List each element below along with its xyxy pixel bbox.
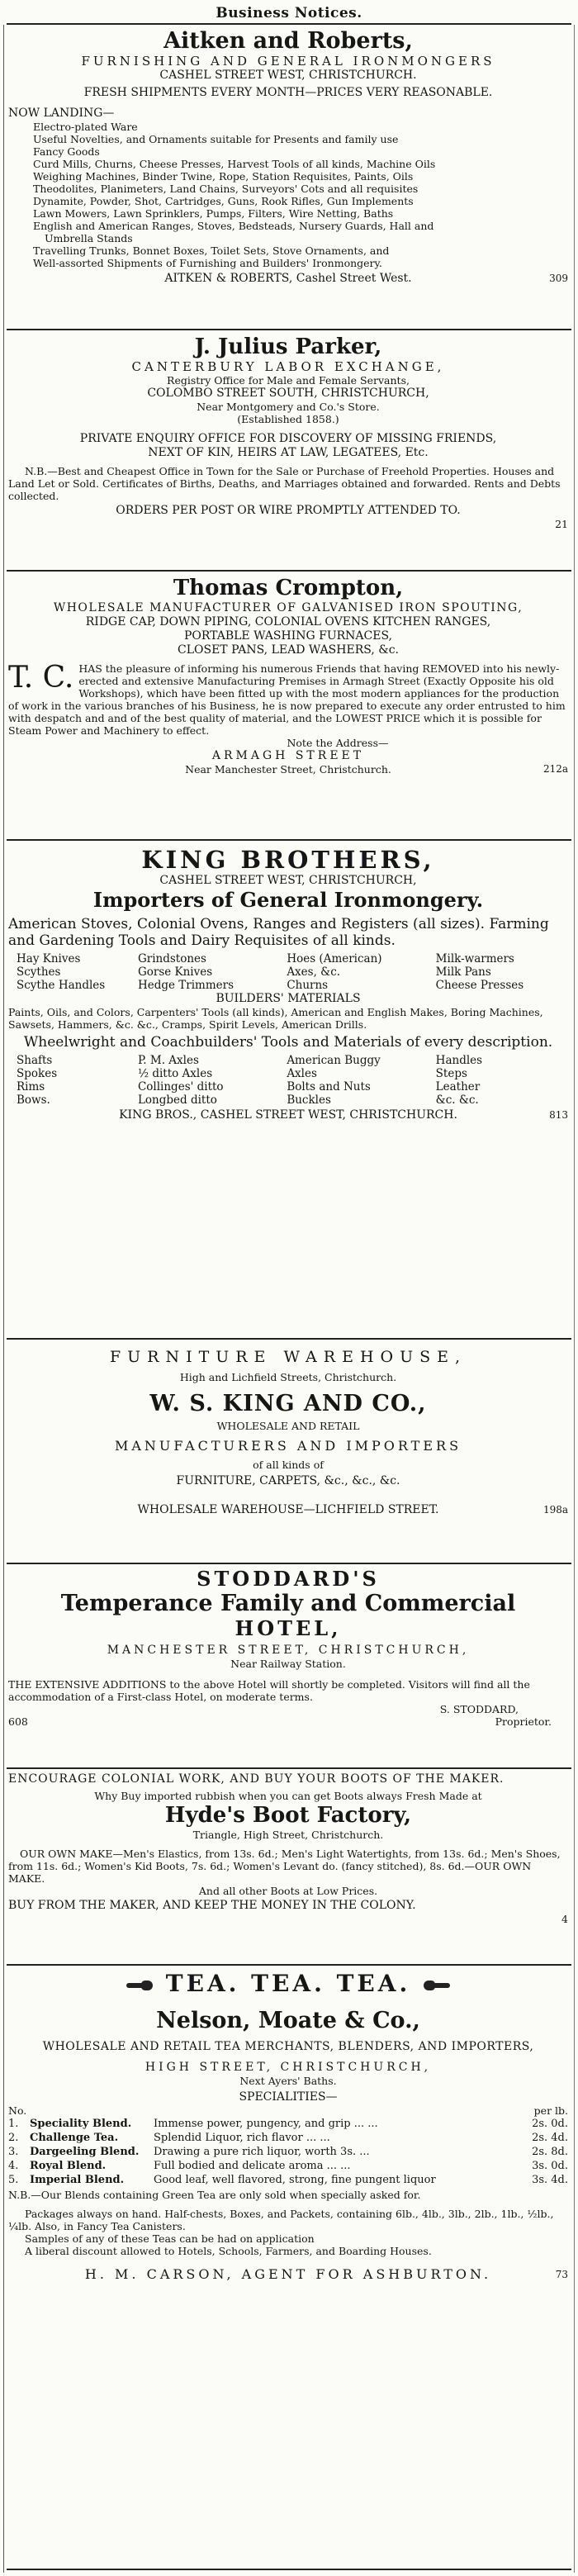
spec-cell: Splendid Liquor, rich flavor ... ... <box>154 2132 330 2144</box>
ad-line: ENCOURAGE COLONIAL WORK, AND BUY YOUR BOOTS OF THE MAKER. <box>8 1772 505 1786</box>
product-grid <box>8 952 568 992</box>
list-item: Fancy Goods <box>33 145 100 158</box>
spec-cell: 2s. 8d. <box>532 2146 568 2158</box>
list-item: Dynamite, Powder, Shot, Cartridges, Guns, Rook Rifles, Gun Implements <box>33 195 414 207</box>
spec-cell: 2s. 0d. <box>532 2118 568 2130</box>
ad-thomas-crompton <box>8 575 568 776</box>
ad-aitken-roberts <box>8 28 568 286</box>
grid-cell: Axles <box>287 1067 317 1080</box>
list-item: Useful Novelties, and Ornaments suitable for Presents and family use <box>33 133 399 145</box>
grid-cell: Leather <box>435 1080 481 1093</box>
ad-title: J. Julius Parker, <box>194 334 382 359</box>
grid-cell: Churns <box>287 979 329 992</box>
ad-footer-text: ORDERS PER POST OR WIRE PROMPTLY ATTENDED TO. <box>116 504 461 517</box>
ad-number: 198a <box>542 1504 568 1516</box>
ad-king-brothers <box>8 846 568 1122</box>
ad-number: 608 <box>8 1715 28 1728</box>
ad-number: 309 <box>549 273 568 284</box>
grid-cell: Bolts and Nuts <box>287 1080 371 1093</box>
ad-body: Paints, Oils, and Colors, Carpenters' Tools (all kinds), American and English Makes, Boring Machines, Sawsets, Hammers, &c. &c., Cramps, Spirit Levels, American Drills. <box>8 1006 543 1031</box>
grid-cell: Grindstones <box>137 952 206 965</box>
ad-banner-text: TEA. TEA. TEA. <box>165 1970 411 1997</box>
ad-title: KING BROTHERS, <box>141 846 435 874</box>
list-item: Weighing Machines, Binder Twine, Rope, Station Requisites, Paints, Oils <box>33 170 414 183</box>
ad-line: Triangle, High Street, Christchurch. <box>192 1829 384 1841</box>
grid-cell: Hay Knives <box>17 952 81 965</box>
spec-cell: Full bodied and delicate aroma ... ... <box>154 2160 351 2172</box>
ad-line: Near Montgomery and Co.'s Store. <box>197 401 380 413</box>
grid-cell: Scythe Handles <box>17 979 106 992</box>
ad-item-list <box>8 121 568 269</box>
spec-header-no: No. <box>8 2104 27 2117</box>
ad-number: 4 <box>561 1913 568 1925</box>
masthead: Business Notices. <box>216 5 362 21</box>
ad-line: HIGH STREET, CHRISTCHURCH, <box>144 2061 432 2074</box>
list-item: Umbrella Stands <box>45 232 133 244</box>
separator-rule <box>7 329 571 330</box>
ad-line: SPECIALITIES— <box>239 2090 338 2104</box>
ad-hyde-boot-factory <box>8 1772 568 1925</box>
ad-line: CANTERBURY LABOR EXCHANGE, <box>131 359 445 374</box>
ad-line: High and Lichfield Streets, Christchurch. <box>179 1371 397 1383</box>
ad-stoddard-hotel <box>8 1568 568 1729</box>
ad-line: MANCHESTER STREET, CHRISTCHURCH, <box>107 1644 470 1657</box>
grid-cell: &c. &c. <box>435 1093 479 1107</box>
grid-cell: Milk Pans <box>435 965 491 979</box>
spec-cell: 4. <box>8 2160 19 2172</box>
ad-footer <box>8 763 568 776</box>
ad-footer <box>8 2265 568 2284</box>
right-column-rule <box>574 25 575 2573</box>
grid-cell: American Buggy <box>287 1054 381 1067</box>
ad-line: RIDGE CAP, DOWN PIPING, COLONIAL OVENS KITCHEN RANGES, <box>85 615 491 629</box>
ad-line: ARMAGH STREET <box>211 749 365 762</box>
grid-cell: Axes, &c. <box>287 965 341 979</box>
spec-cell: 3. <box>8 2146 19 2158</box>
ad-footer-text: BUY FROM THE MAKER, AND KEEP THE MONEY IN THE COLONY. <box>8 1899 416 1912</box>
ad-title: Aitken and Roberts, <box>163 28 413 54</box>
spec-header <box>8 2104 568 2117</box>
left-column-rule <box>3 25 4 2573</box>
list-item: Electro-plated Ware <box>33 121 138 133</box>
drop-initials: T. C. <box>8 661 74 695</box>
ad-body: OUR OWN MAKE—Men's Elastics, from 13s. 6d.; Men's Light Watertights, from 13s. 6d.; Men's Shoes, from 11s. 6d.; Women's Kid Boots, 7s. 6d.; Women's Levant do. (fancy stitched), 8s. 6d.—OUR OWN MAKE. <box>8 1848 561 1885</box>
ad-footer-text: WHOLESALE WAREHOUSE—LICHFIELD STREET. <box>137 1503 439 1516</box>
separator-rule <box>7 2569 571 2570</box>
separator-rule <box>7 1964 571 1966</box>
ad-title: Nelson, Moate & Co., <box>156 2008 420 2033</box>
list-item: English and American Ranges, Stoves, Bedsteads, Nursery Guards, Hall and <box>33 220 434 232</box>
spec-cell: 3s. 4d. <box>532 2174 568 2186</box>
ad-line: CLOSET PANS, LEAD WASHERS, &c. <box>178 643 399 657</box>
ad-line: FURNITURE WAREHOUSE, <box>109 1348 467 1366</box>
grid-cell: Bows. <box>17 1093 50 1107</box>
ad-line: FURNISHING AND GENERAL IRONMONGERS <box>81 54 495 69</box>
spec-cell: Challenge Tea. <box>30 2132 119 2144</box>
ad-body: N.B.—Best and Cheapest Office in Town for the Sale or Purchase of Freehold Properties. Houses and Land Let or Sold. Certificates of Births, Deaths, and Marriages obtained and forwarded. Rents and Debts collected. <box>8 465 561 502</box>
ad-footer <box>8 1503 568 1517</box>
ad-footer-text: KING BROS., CASHEL STREET WEST, CHRISTCHURCH. <box>119 1108 457 1122</box>
ad-title: Temperance Family and Commercial <box>60 1591 516 1616</box>
ad-number: 813 <box>549 1109 568 1121</box>
grid-cell: Shafts <box>17 1054 53 1067</box>
ad-line: FURNITURE, CARPETS, &c., &c., &c. <box>176 1474 400 1487</box>
grid-cell: Longbed ditto <box>137 1093 217 1107</box>
ad-line: Registry Office for Male and Female Servants, <box>167 374 410 387</box>
product-grid <box>8 1054 568 1107</box>
separator-rule <box>7 23 571 25</box>
spec-cell: Immense power, pungency, and grip ... ... <box>154 2118 378 2130</box>
spec-cell: 1. <box>8 2118 19 2130</box>
ad-body: THE EXTENSIVE ADDITIONS to the above Hotel will shortly be completed. Visitors will find all the accommodation of a First-class Hotel, on moderate terms. <box>8 1678 530 1703</box>
ad-line: WHOLESALE AND RETAIL <box>216 1420 360 1432</box>
separator-rule <box>7 570 571 572</box>
list-item: Theodolites, Planimeters, Land Chains, Surveyors' Cots and all requisites <box>33 183 419 195</box>
grid-cell: Cheese Presses <box>435 979 524 992</box>
ad-line: COLOMBO STREET SOUTH, CHRISTCHURCH, <box>147 387 429 400</box>
list-item: Lawn Mowers, Lawn Sprinklers, Pumps, Filters, Wire Netting, Baths <box>33 207 394 220</box>
pointing-hand-icon <box>126 1980 154 1991</box>
ad-line: CASHEL STREET WEST, CHRISTCHURCH. <box>159 69 417 82</box>
ad-number: 21 <box>555 518 568 530</box>
grid-cell: Handles <box>435 1054 483 1067</box>
ad-line: HOTEL, <box>235 1616 342 1640</box>
spec-cell: 3s. 0d. <box>532 2160 568 2172</box>
ad-line: BUILDERS' MATERIALS <box>216 992 361 1005</box>
ad-footer <box>8 504 568 518</box>
ad-line: Near Railway Station. <box>230 1658 346 1670</box>
ad-line: MANUFACTURERS AND IMPORTERS <box>114 1438 462 1454</box>
ad-footer-text: AITKEN & ROBERTS, Cashel Street West. <box>164 272 412 285</box>
ad-line: WHOLESALE AND RETAIL TEA MERCHANTS, BLENDERS, AND IMPORTERS, <box>42 2040 534 2053</box>
ad-footer-text: Near Manchester Street, Christchurch. <box>185 763 391 776</box>
spec-cell: Dargeeling Blend. <box>30 2146 140 2158</box>
separator-rule <box>7 1338 571 1340</box>
grid-cell: Spokes <box>17 1067 58 1080</box>
spec-cell: Royal Blend. <box>30 2160 107 2172</box>
ad-footer <box>8 1715 568 1729</box>
grid-cell: Milk-warmers <box>435 952 514 965</box>
ad-number: 73 <box>555 2269 568 2280</box>
spec-cell: Speciality Blend. <box>30 2118 132 2130</box>
ad-line: (Established 1858.) <box>237 413 339 425</box>
ad-body: HAS the pleasure of informing his numerous Friends that having REMOVED into his newly-erected and extensive Manufacturing Premises in Armagh Street (Exactly Opposite his old Workshops), which have been fitted up with the most modern appliances for the production of work in the various branches of his Business, he is now prepared to execute any order entrusted to him with despatch and and of the best quality of material, and the LOWEST PRICE which it is possible for Steam Power and Machinery to effect. <box>8 662 566 737</box>
grid-cell: Gorse Knives <box>137 965 213 979</box>
grid-cell: Hoes (American) <box>287 952 382 965</box>
ad-line: FRESH SHIPMENTS EVERY MONTH—PRICES VERY REASONABLE. <box>83 86 493 99</box>
ad-line: PRIVATE ENQUIRY OFFICE FOR DISCOVERY OF MISSING FRIENDS, <box>79 432 497 445</box>
grid-cell: Hedge Trimmers <box>137 979 235 992</box>
ad-body: Packages always on hand. Half-chests, Boxes, and Packets, containing 6lb., 4lb., 3lb., 2lb., 1lb., ½lb., ¼lb. Also, in Fancy Tea Canisters. <box>8 2208 554 2232</box>
spec-cell: 5. <box>8 2174 19 2186</box>
ad-signature: S. STODDARD, <box>439 1703 519 1715</box>
ad-line: NOW LANDING— <box>8 107 115 120</box>
list-item: Travelling Trunks, Bonnet Boxes, Toilet Sets, Stove Ornaments, and <box>33 244 390 257</box>
ad-footer <box>8 1108 568 1122</box>
ad-line: Wheelwright and Coachbuilders' Tools and Materials of every description. <box>23 1034 553 1051</box>
spec-cell: 2s. 4d. <box>532 2132 568 2144</box>
ad-line: And all other Boots at Low Prices. <box>198 1885 378 1897</box>
list-item: Well-assorted Shipments of Furnishing and Builders' Ironmongery. <box>33 257 382 269</box>
ad-line: WHOLESALE MANUFACTURER OF GALVANISED IRON SPOUTING, <box>53 601 524 614</box>
ad-line: Samples of any of these Teas can be had on application <box>25 2232 315 2245</box>
spec-header-per: per lb. <box>533 2104 568 2117</box>
spec-cell: Imperial Blend. <box>30 2174 125 2186</box>
ad-ws-king <box>8 1346 568 1517</box>
ad-line: Why Buy imported rubbish when you can get Boots always Fresh Made at <box>94 1790 482 1802</box>
ad-line: STODDARD'S <box>197 1567 380 1591</box>
pointing-hand-icon <box>422 1980 450 1991</box>
ad-title: Thomas Crompton, <box>173 576 404 600</box>
grid-cell: Scythes <box>17 965 61 979</box>
grid-cell: Steps <box>435 1067 467 1080</box>
ad-body-block <box>8 662 568 737</box>
ad-nelson-moate <box>8 1969 568 2284</box>
spec-cell: Drawing a pure rich liquor, worth 3s. ... <box>154 2146 370 2158</box>
separator-rule <box>7 839 571 841</box>
ad-banner <box>8 1969 568 1999</box>
grid-cell: Rims <box>17 1080 45 1093</box>
ad-subtitle: Importers of General Ironmongery. <box>92 888 484 912</box>
ad-footer <box>8 272 568 286</box>
ad-line: NEXT OF KIN, HEIRS AT LAW, LEGATEES, Etc. <box>148 446 429 459</box>
spec-table <box>8 2117 568 2187</box>
grid-cell: Collinges' ditto <box>137 1080 224 1093</box>
ad-body: American Stoves, Colonial Ovens, Ranges and Registers (all sizes). Farming and Gardening Tools and Dairy Requisites of all kinds. <box>8 916 549 949</box>
separator-rule <box>7 1767 571 1769</box>
spec-cell: 2. <box>8 2132 19 2144</box>
spec-cell: Good leaf, well flavored, strong, fine pungent liquor <box>154 2174 436 2186</box>
ad-line: Note the Address— <box>287 737 389 749</box>
ad-number: 212a <box>542 763 568 775</box>
ad-line: N.B.—Our Blends containing Green Tea are only sold when specially asked for. <box>8 2189 421 2201</box>
ad-title: W. S. KING AND CO., <box>149 1391 427 1416</box>
ad-line: PORTABLE WASHING FURNACES, <box>183 629 393 643</box>
ad-julius-parker <box>8 334 568 530</box>
grid-cell: P. M. Axles <box>137 1054 199 1067</box>
ad-footer-text: H. M. CARSON, AGENT FOR ASHBURTON. <box>84 2266 492 2282</box>
ad-line: Next Ayers' Baths. <box>239 2075 337 2087</box>
ad-line: A liberal discount allowed to Hotels, Schools, Farmers, and Boarding Houses. <box>25 2245 432 2257</box>
grid-cell: ½ ditto Axles <box>137 1067 213 1080</box>
list-item: Curd Mills, Churns, Cheese Presses, Harvest Tools of all kinds, Machine Oils <box>33 158 436 170</box>
separator-rule <box>7 1563 571 1564</box>
ad-title: Hyde's Boot Factory, <box>164 1803 412 1828</box>
grid-cell: Buckles <box>287 1093 331 1107</box>
ad-line: of all kinds of <box>253 1459 324 1471</box>
ad-signature-title: Proprietor. <box>495 1715 552 1728</box>
ad-line: CASHEL STREET WEST, CHRISTCHURCH, <box>159 874 417 887</box>
